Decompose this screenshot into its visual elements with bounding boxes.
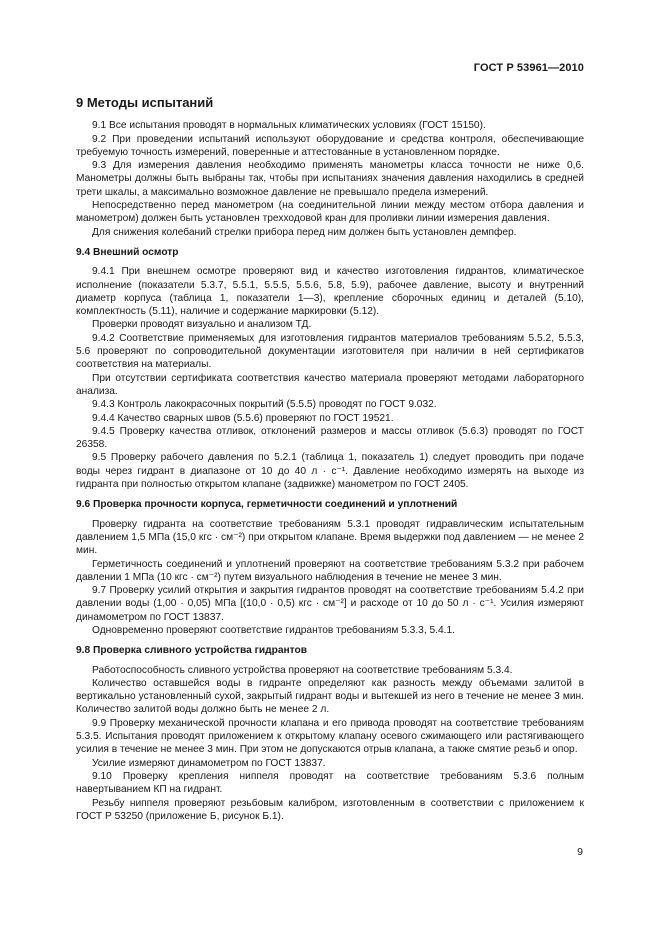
paragraph: 9.3 Для измерения давления необходимо применять манометры класса точности не ниже 0,6. Манометры должны быть выбраны так, чтобы при испытаниях значения давления находились в средней трети шкалы, а максимально возможное давление не превышало предела измерений. [76, 160, 584, 198]
page-number: 9 [577, 846, 583, 858]
paragraph: Резьбу ниппеля проверяют резьбовым калибром, изготовленным в соответствии с приложением к ГОСТ Р 53250 (приложение Б, рисунок Б.1). [76, 797, 584, 822]
document-header: ГОСТ Р 53961—2010 [473, 62, 584, 74]
paragraph: Проверки проводят визуально и анализом ТД. [92, 319, 312, 331]
paragraph: 9.1 Все испытания проводят в нормальных климатических условиях (ГОСТ 15150). [92, 120, 486, 132]
section-9-4-title: 9.4 Внешний осмотр [76, 246, 179, 258]
paragraph: 9.4.1 При внешнем осмотре проверяют вид и качество изготовления гидрантов, климатическое исполнение (показатели 5.3.7, 5.5.1, 5.5.5, 5.5.6, 5.8, 5.9), рабочее давление, высоту и внутренний диаметр корпуса (таблица 1, показатели 1—3), крепление сборочных единиц и деталей (5.10), комплектность (5.11), наличие и содержание маркировки (5.12). [76, 266, 584, 318]
section-9-8-title: 9.8 Проверка сливного устройства гидрантов [76, 645, 307, 657]
paragraph: 9.10 Проверку крепления ниппеля проводят на соответствие требованиям 5.3.6 полным навертыванием КП на гидрант. [76, 770, 584, 796]
paragraph: Непосредственно перед манометром (на соединительной линии между местом отбора давления и манометром) должен быть установлен трехходовой кран для проливки линии измерения давления. [76, 200, 584, 225]
paragraph: 9.4.3 Контроль лакокрасочных покрытий (5.5.5) проводят по ГОСТ 9.032. [92, 399, 437, 411]
paragraph: 9.4.4 Качество сварных швов (5.5.6) проверяют по ГОСТ 19521. [92, 412, 394, 424]
paragraph: Работоспособность сливного устройства проверяют на соответствие требованиям 5.3.4. [92, 664, 513, 676]
document-body [76, 96, 584, 823]
section-9-6-title: 9.6 Проверка прочности корпуса, герметичности соединений и уплотнений [76, 499, 458, 511]
paragraph: 9.2 При проведении испытаний используют оборудование и средства контроля, обеспечивающие требуемую точность измерений, поверенные и аттестованные в установленном порядке. [76, 133, 584, 158]
paragraph: Проверку гидранта на соответствие требованиям 5.3.1 проводят гидравлическим испытательным давлением 1,5 МПа (15,0 кгс · см⁻²) при открытом клапане. Время выдержки под давлением — не менее 2 мин. [76, 518, 584, 557]
paragraph: Для снижения колебаний стрелки прибора перед ним должен быть установлен демпфер. [92, 226, 517, 238]
paragraph: Герметичность соединений и уплотнений проверяют на соответствие требованиям 5.3.2 при рабочем давлении 1 МПа (10 кгс · см⁻²) путем визуального наблюдения в течение не менее 3 мин. [76, 558, 584, 583]
paragraph: 9.4.5 Проверку качества отливок, отклонений размеров и массы отливок (5.6.3) проводят по ГОСТ 26358. [76, 425, 584, 451]
paragraph: 9.9 Проверку механической прочности клапана и его привода проводят на соответствие требованиям 5.3.5. Испытания проводят приложением к открытому клапану осевого сжимающего или растягивающего усилия в течение не менее 3 мин. При этом не допускаются отрыв клапана, а также смятие резьб и опор. [76, 717, 584, 756]
paragraph: 9.5 Проверку рабочего давления по 5.2.1 (таблица 1, показатель 1) следует проводить при подаче воды через гидрант в диапазоне от 10 до 40 л · с⁻¹. Давление необходимо измерять на выходе из гидранта при полностью открытом клапане (задвижке) манометром по ГОСТ 2405. [76, 452, 584, 491]
paragraph: Усилие измеряют динамометром по ГОСТ 13837. [92, 757, 326, 769]
paragraph: 9.4.2 Соответствие применяемых для изготовления гидрантов материалов требованиям 5.5.2, 5.5.3, 5.6 проверяют по сопроводительной документации изготовителя при наличии в ней сертификатов соответствия на материалы. [76, 332, 584, 371]
paragraph: При отсутствии сертификата соответствия качество материала проверяют методами лабораторного анализа. [76, 372, 584, 397]
paragraph: 9.7 Проверку усилий открытия и закрытия гидрантов проводят на соответствие требованиям 5.4.2 при давлении воды (1,00 · 0,05) МПа [(10,0 · 0,5) кгс · см⁻²] и расходе от 10 до 50 л · с⁻¹. Усилия измеряют динамометром по ГОСТ 13837. [76, 585, 584, 623]
paragraph: Количество оставшейся воды в гидранте определяют как разность между объемами залитой в вертикально установленный сухой, закрытый гидрант воды и вытекшей из него в течение не менее 3 мин. Количество залитой воды должно быть не менее 2 л. [76, 677, 584, 716]
section-9-title: 9 Методы испытаний [76, 95, 214, 110]
paragraph: Одновременно проверяют соответствие гидрантов требованиям 5.3.3, 5.4.1. [92, 624, 455, 636]
